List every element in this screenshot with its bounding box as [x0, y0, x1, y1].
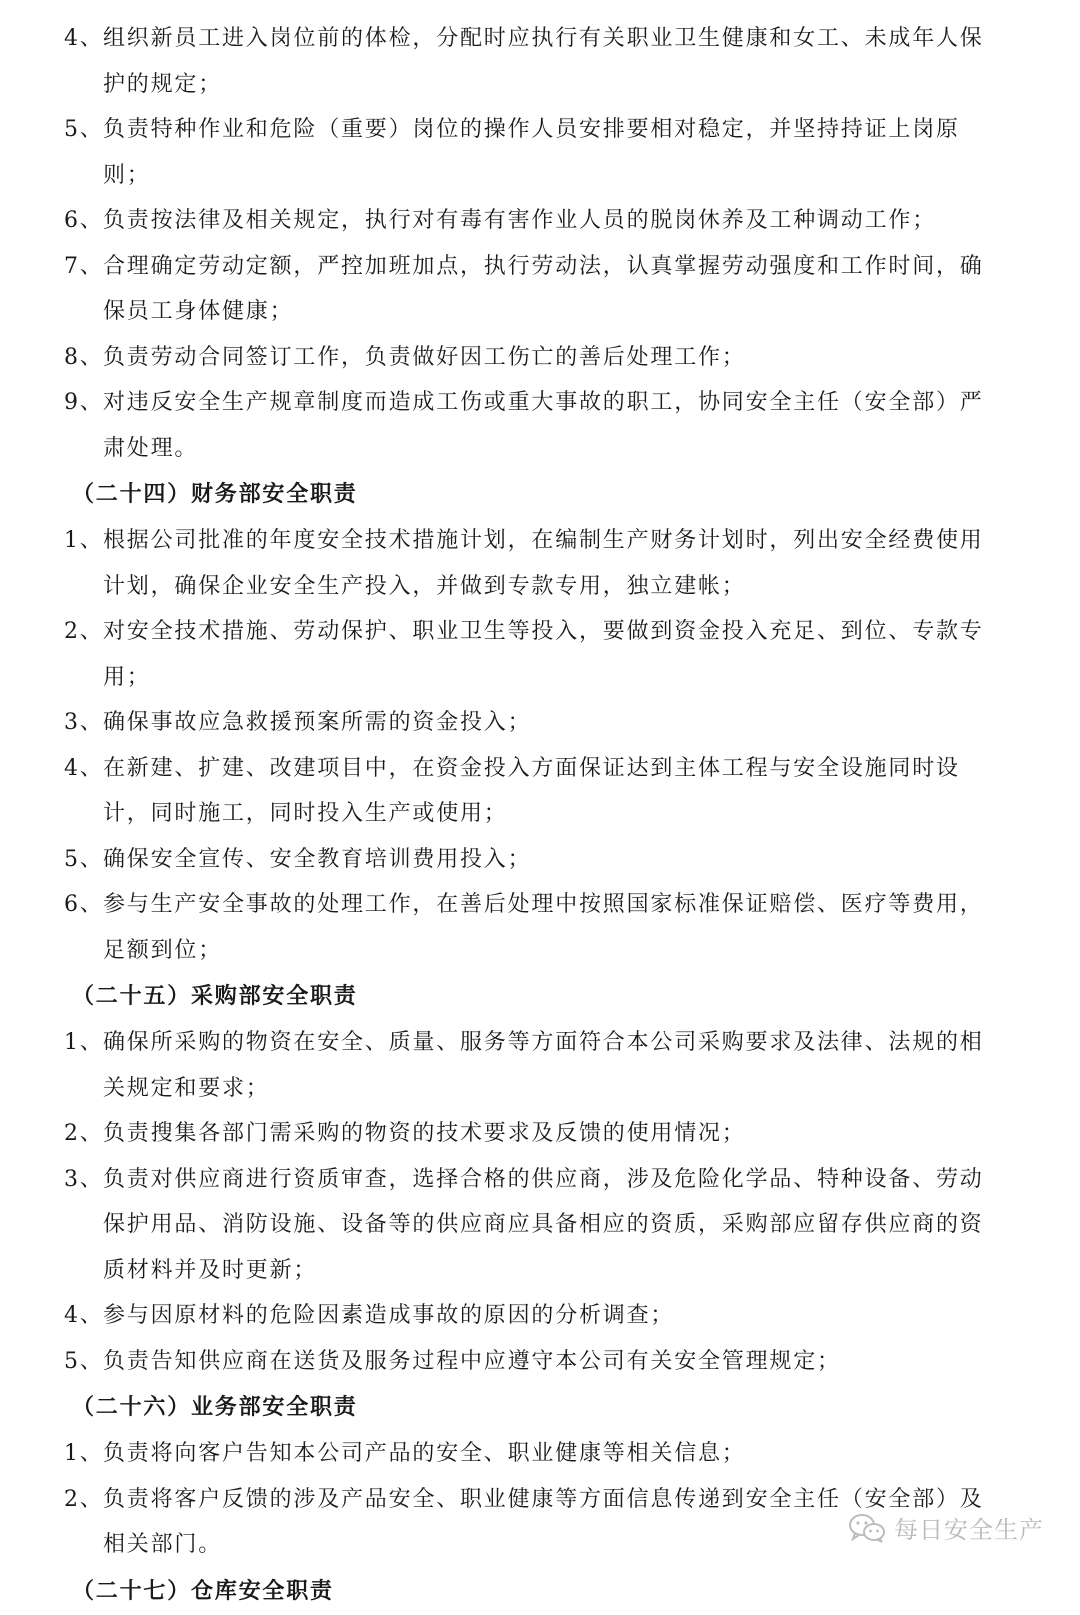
- item-number: 6、: [64, 892, 104, 917]
- list-item: [64, 16, 984, 107]
- list-item: [64, 1477, 984, 1568]
- item-text: 根据公司批准的年度安全技术措施计划，在编制生产财务计划时，列出安全经费使用计划，确保企业安全生产投入，并做到专款专用，独立建帐；: [103, 528, 984, 599]
- item-number: 2、: [64, 1121, 104, 1146]
- item-number: 5、: [64, 117, 104, 142]
- list-item: [64, 882, 984, 973]
- item-number: 4、: [64, 755, 104, 781]
- watermark-text: 每日安全生产: [894, 1516, 1044, 1544]
- section-heading: （二十五）采购部安全职责: [72, 984, 358, 1009]
- item-number: 6、: [64, 208, 104, 233]
- item-text: 参与因原材料的危险因素造成事故的原因的分析调查；: [103, 1303, 675, 1328]
- item-text: 负责对供应商进行资质审查，选择合格的供应商，涉及危险化学品、特种设备、劳动保护用品、消防设施、设备等的供应商应具备相应的资质，采购部应留存供应商的资质材料并及时更新；: [103, 1166, 984, 1283]
- item-text: 组织新员工进入岗位前的体检，分配时应执行有关职业卫生健康和女工、未成年人保护的规定；: [103, 26, 984, 97]
- item-text: 参与生产安全事故的处理工作，在善后处理中按照国家标准保证赔偿、医疗等费用，足额到位；: [103, 892, 984, 963]
- wechat-icon: [848, 1512, 886, 1544]
- list-item: [64, 198, 984, 244]
- item-number: 1、: [64, 528, 104, 553]
- section-heading: （二十六）业务部安全职责: [72, 1395, 358, 1420]
- item-number: 8、: [64, 344, 104, 370]
- item-text: 负责告知供应商在送货及服务过程中应遵守本公司有关安全管理规定；: [103, 1348, 841, 1374]
- list-item: [64, 107, 984, 198]
- item-number: 5、: [64, 1348, 104, 1374]
- item-number: 2、: [64, 1486, 104, 1512]
- list-item: [64, 1111, 984, 1157]
- item-text: 负责将向客户告知本公司产品的安全、职业健康等相关信息；: [103, 1441, 746, 1466]
- item-number: 1、: [64, 1441, 104, 1466]
- list-item: [64, 609, 984, 700]
- item-number: 1、: [64, 1030, 104, 1055]
- item-text: 在新建、扩建、改建项目中，在资金投入方面保证达到主体工程与安全设施同时设计，同时施工，同时投入生产或使用；: [103, 755, 960, 826]
- item-number: 3、: [64, 710, 104, 735]
- document-body: [64, 16, 984, 1615]
- item-number: 9、: [64, 390, 104, 415]
- list-item: [64, 837, 984, 883]
- item-number: 3、: [64, 1166, 104, 1192]
- list-item: [64, 380, 984, 471]
- list-item: [64, 1431, 984, 1477]
- list-item: [64, 1020, 984, 1111]
- section-heading: （二十七）仓库安全职责: [72, 1578, 334, 1604]
- item-text: 对安全技术措施、劳动保护、职业卫生等投入，要做到资金投入充足、到位、专款专用；: [103, 619, 984, 690]
- item-number: 7、: [64, 253, 104, 279]
- list-item: [64, 244, 984, 335]
- item-text: 对违反安全生产规章制度而造成工伤或重大事故的职工，协同安全主任（安全部）严肃处理。: [103, 390, 984, 461]
- item-number: 4、: [64, 26, 104, 51]
- item-text: 负责按法律及相关规定，执行对有毒有害作业人员的脱岗休养及工种调动工作；: [103, 208, 937, 233]
- list-item: [64, 1157, 984, 1294]
- item-text: 确保安全宣传、安全教育培训费用投入；: [103, 846, 532, 872]
- list-item: [64, 1293, 984, 1339]
- item-number: 5、: [64, 846, 104, 872]
- item-text: 负责特种作业和危险（重要）岗位的操作人员安排要相对稳定，并坚持持证上岗原则；: [103, 117, 960, 188]
- item-text: 合理确定劳动定额，严控加班加点，执行劳动法，认真掌握劳动强度和工作时间，确保员工身体健康；: [103, 253, 984, 324]
- item-text: 确保所采购的物资在安全、质量、服务等方面符合本公司采购要求及法律、法规的相关规定和要求；: [103, 1030, 984, 1101]
- item-text: 负责劳动合同签订工作，负责做好因工伤亡的善后处理工作；: [103, 344, 746, 370]
- item-text: 确保事故应急救援预案所需的资金投入；: [103, 710, 532, 735]
- list-item: [64, 518, 984, 609]
- list-item: [64, 335, 984, 381]
- list-item: [64, 1339, 984, 1385]
- item-number: 4、: [64, 1303, 104, 1328]
- item-text: 负责搜集各部门需采购的物资的技术要求及反馈的使用情况；: [103, 1121, 746, 1146]
- list-item: [64, 746, 984, 837]
- list-item: [64, 700, 984, 746]
- section-heading: （二十四）财务部安全职责: [72, 482, 358, 507]
- item-number: 2、: [64, 619, 104, 644]
- watermark: [848, 1510, 1044, 1545]
- item-text: 负责将客户反馈的涉及产品安全、职业健康等方面信息传递到安全主任（安全部）及相关部门。: [103, 1486, 984, 1557]
